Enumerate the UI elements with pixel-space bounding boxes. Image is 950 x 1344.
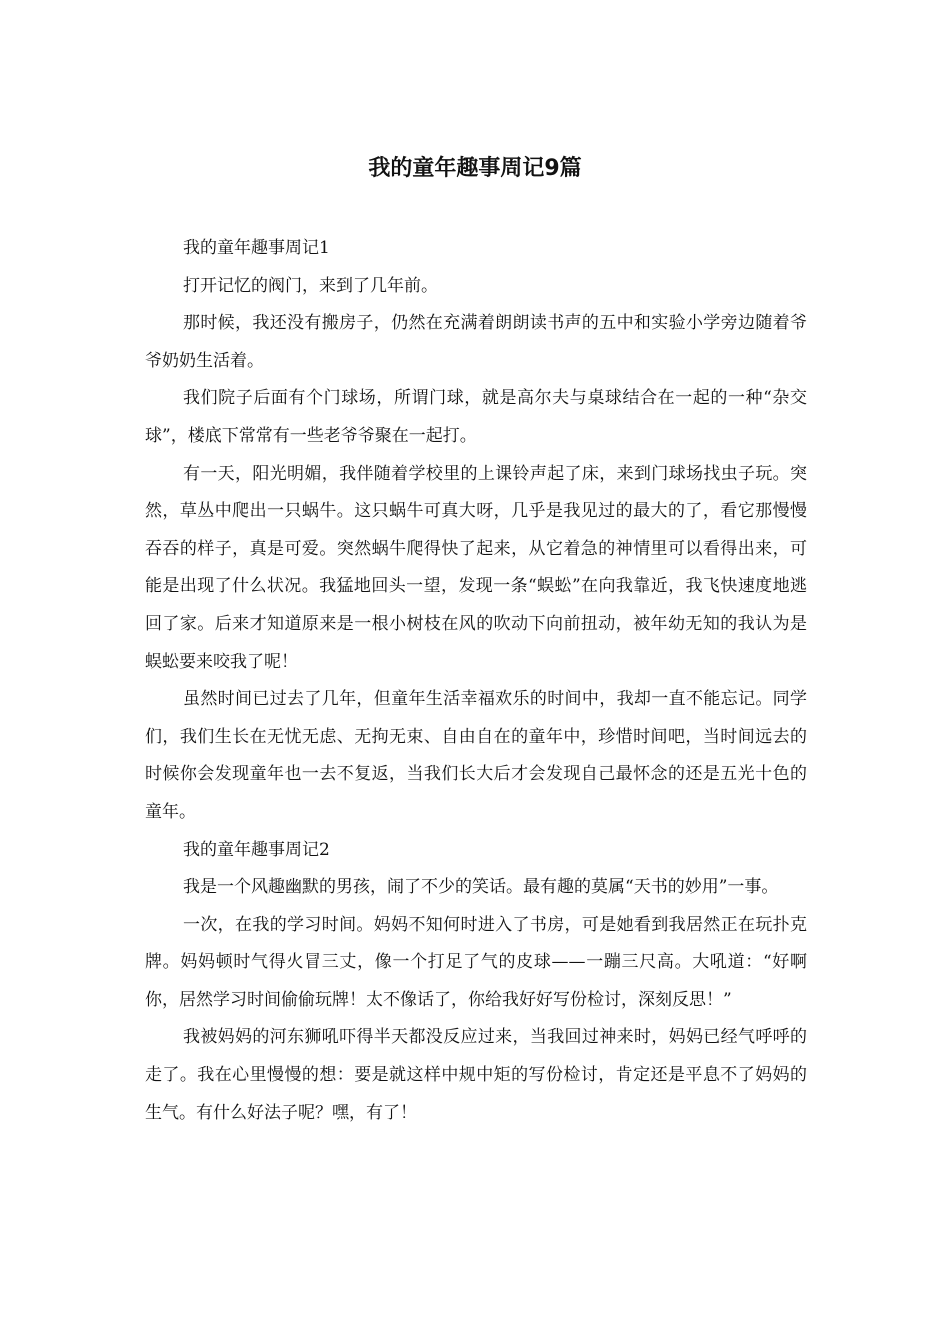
document-body bbox=[145, 230, 807, 1132]
paragraph: 虽然时间已过去了几年，但童年生活幸福欢乐的时间中，我却一直不能忘记。同学们，我们生长在无忧无虑、无拘无束、自由自在的童年中，珍惜时间吧，当时间远去的时候你会发现童年也一去不复返，当我们长大后才会发现自己最怀念的还是五光十色的童年。 bbox=[145, 689, 807, 822]
paragraph: 我们院子后面有个门球场，所谓门球，就是高尔夫与桌球结合在一起的一种“杂交球”，楼底下常常有一些老爷爷聚在一起打。 bbox=[145, 388, 807, 446]
paragraph: 我被妈妈的河东狮吼吓得半天都没反应过来，当我回过神来时，妈妈已经气呼呼的走了。我在心里慢慢的想：要是就这样中规中矩的写份检讨，肯定还是平息不了妈妈的生气。有什么好法子呢？嘿，有了！ bbox=[145, 1027, 807, 1123]
document-title: 我的童年趣事周记9篇 bbox=[368, 156, 582, 181]
section-heading-1: 我的童年趣事周记1 bbox=[183, 238, 330, 258]
paragraph: 打开记忆的阀门，来到了几年前。 bbox=[183, 275, 438, 296]
paragraph: 那时候，我还没有搬房子，仍然在充满着朗朗读书声的五中和实验小学旁边随着爷爷奶奶生活着。 bbox=[145, 313, 807, 371]
paragraph: 有一天，阳光明媚，我伴随着学校里的上课铃声起了床，来到门球场找虫子玩。突然，草丛中爬出一只蜗牛。这只蜗牛可真大呀，几乎是我见过的最大的了，看它那慢慢吞吞的样子，真是可爱。突然蜗牛爬得快了起来，从它着急的神情里可以看得出来，可能是出现了什么状况。我猛地回头一望，发现一条“蜈蚣”在向我靠近，我飞快速度地逃回了家。后来才知道原来是一根小树枝在风的吹动下向前扭动，被年幼无知的我认为是蜈蚣要来咬我了呢！ bbox=[145, 463, 807, 672]
paragraph: 我是一个风趣幽默的男孩，闹了不少的笑话。最有趣的莫属“天书的妙用”一事。 bbox=[183, 877, 779, 898]
section-heading-2: 我的童年趣事周记2 bbox=[183, 839, 330, 860]
paragraph: 一次，在我的学习时间。妈妈不知何时进入了书房，可是她看到我居然正在玩扑克牌。妈妈顿时气得火冒三丈，像一个打足了气的皮球——一蹦三尺高。大吼道：“好啊你，居然学习时间偷偷玩牌！太不像话了，你给我好好写份检讨，深刻反思！” bbox=[145, 914, 807, 1010]
